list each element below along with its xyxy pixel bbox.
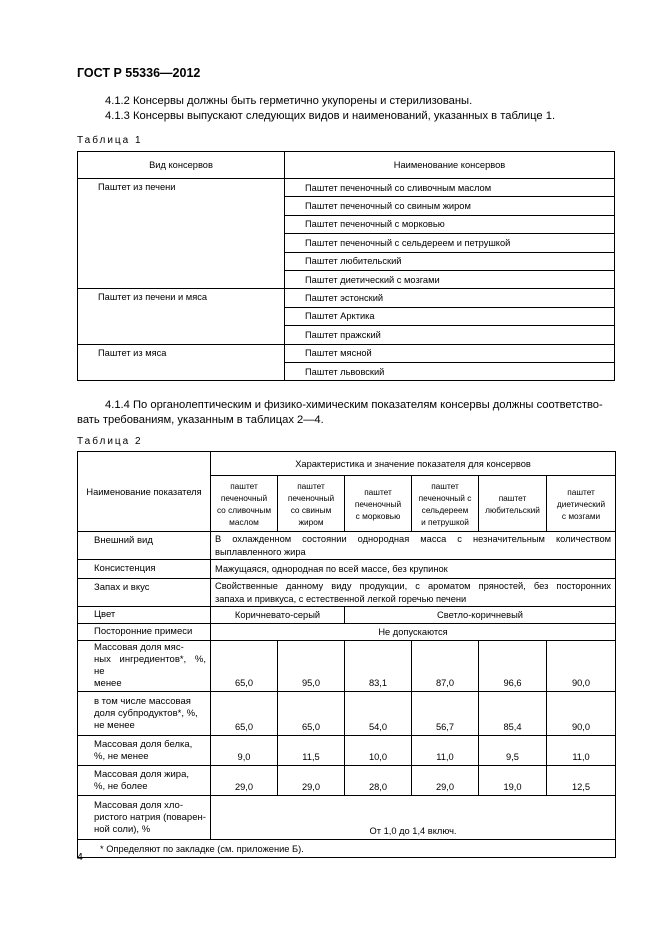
- t2-product-header-line: диетический: [556, 498, 606, 509]
- t2-label-line: не менее: [94, 719, 135, 731]
- t1-name-cell: Паштет любительский: [285, 252, 615, 270]
- t2-fat-value: 29,0: [278, 766, 345, 796]
- t2-product-header-line: паштет: [297, 480, 325, 491]
- t2-product-header: [479, 476, 547, 532]
- t1-name-cell: Паштет Арктика: [285, 307, 615, 325]
- t2-product-header-line: печеночный: [354, 498, 402, 509]
- t2-meat-value: 65,0: [211, 641, 278, 692]
- t2-product-header-line: паштет: [567, 486, 595, 497]
- t2-meat-value: 87,0: [412, 641, 479, 692]
- t2-label-impurities: Посторонние примеси: [78, 624, 211, 641]
- t2-label-line: менее: [94, 678, 122, 689]
- t2-fat-value: 28,0: [345, 766, 412, 796]
- t2-header-indicator: Наименование показателя: [78, 452, 211, 532]
- t2-product-header-line: паштет: [498, 492, 527, 503]
- t2-label-appearance: Внешний вид: [78, 532, 211, 560]
- t2-fat-value: 12,5: [547, 766, 616, 796]
- t2-salt-value: От 1,0 до 1,4 включ.: [211, 796, 616, 840]
- t1-name-cell: Паштет диетический с мозгами: [285, 270, 615, 288]
- t2-value-line: выплавленного жира: [215, 546, 306, 557]
- t1-kind-cell: Паштет из мяса: [78, 344, 285, 381]
- t2-label-smell: Запах и вкус: [78, 579, 211, 607]
- t2-value-smell: [211, 579, 616, 607]
- t2-label-meat: [78, 641, 211, 692]
- t2-value-line: Свойственные данному виду продукции, с ароматом пряностей, без посторонних: [215, 581, 612, 591]
- document-standard-header: ГОСТ Р 55336—2012: [77, 66, 201, 80]
- t2-fat-value: 19,0: [479, 766, 547, 796]
- t1-name-cell: Паштет печеночный с сельдереем и петрушкой: [285, 234, 615, 252]
- t2-label-fat: [78, 766, 211, 796]
- t1-header-kind: Вид консервов: [78, 152, 285, 179]
- table-1: [77, 151, 615, 381]
- t1-header-name: Наименование консервов: [285, 152, 615, 179]
- t2-protein-value: 9,5: [479, 736, 547, 766]
- paragraph-4-1-2: 4.1.2 Консервы должны быть герметично укупорены и стерилизованы.: [105, 95, 473, 107]
- t2-protein-value: 11,5: [278, 736, 345, 766]
- paragraph-4-1-4-line1: 4.1.4 По органолептическим и физико-химическим показателям консервы должны соответство-: [105, 399, 603, 411]
- t1-name-cell: Паштет пражский: [285, 326, 615, 344]
- t2-product-header: [412, 476, 479, 532]
- t2-offal-value: 85,4: [479, 692, 547, 736]
- t2-label-salt: [78, 796, 211, 840]
- t2-value-line: запаха и привкуса, с естественной легкой горечью печени: [215, 593, 467, 604]
- t2-product-header-line: маслом: [229, 516, 259, 527]
- t2-label-line: ристого натрия (поварен-: [94, 811, 206, 823]
- t2-offal-value: 65,0: [211, 692, 278, 736]
- t2-product-header-line: со сливочным: [216, 504, 272, 515]
- t2-label-line: ной соли), %: [94, 823, 151, 835]
- t2-label-line: %, не более: [94, 780, 148, 792]
- t2-product-header-line: и петрушкой: [421, 516, 469, 527]
- t2-meat-value: 95,0: [278, 641, 345, 692]
- t1-name-cell: Паштет печеночный со сливочным маслом: [285, 179, 615, 197]
- t2-header-group: Характеристика и значение показателя для консервов: [211, 452, 616, 476]
- t2-label-color: Цвет: [78, 607, 211, 624]
- t2-label-line: %, не менее: [94, 750, 149, 762]
- t2-fat-value: 29,0: [412, 766, 479, 796]
- t2-protein-value: 11,0: [412, 736, 479, 766]
- t1-kind-cell: Паштет из печени: [78, 179, 285, 289]
- page-number: 4: [77, 851, 83, 863]
- t2-value-consistency: Мажущаяся, однородная по всей массе, без крупинок: [211, 560, 616, 579]
- t2-product-header: [547, 476, 616, 532]
- t2-label-line: Массовая доля жира,: [94, 768, 190, 780]
- t1-name-cell: Паштет мясной: [285, 344, 615, 362]
- t2-product-header-line: любительский: [485, 504, 540, 515]
- t2-product-header-line: печеночный: [220, 492, 268, 503]
- t2-product-header-line: жиром: [298, 516, 324, 527]
- t2-product-header-line: паштет: [364, 486, 392, 497]
- t2-product-header: [345, 476, 412, 532]
- t2-product-header-line: с мозгами: [561, 510, 601, 521]
- t2-label-line: Массовая доля белка,: [94, 738, 193, 750]
- t2-value-line: В охлажденном состоянии однородная масса с незначительным количеством: [215, 534, 612, 544]
- paragraph-4-1-4-line2: вать требованиям, указанным в таблицах 2—4.: [77, 414, 324, 426]
- t2-product-header-line: сельдереем: [421, 504, 469, 515]
- t2-label-line: доля субпродуктов*, %,: [94, 707, 198, 719]
- t2-product-header-line: с морковью: [355, 510, 401, 521]
- t2-value-appearance: [211, 532, 616, 560]
- t1-name-cell: Паштет печеночный с морковью: [285, 215, 615, 233]
- t2-meat-value: 96,6: [479, 641, 547, 692]
- t2-label-offal: [78, 692, 211, 736]
- table1-caption: Таблица 1: [77, 135, 143, 146]
- t2-product-header-line: печеночный: [287, 492, 335, 503]
- t2-footnote: * Определяют по закладке (см. приложение Б).: [78, 840, 616, 858]
- t2-offal-value: 54,0: [345, 692, 412, 736]
- t2-product-header: [211, 476, 278, 532]
- t1-name-cell: Паштет львовский: [285, 362, 615, 380]
- t2-value-color-b: Светло-коричневый: [345, 607, 616, 624]
- t2-label-line: Массовая доля хло-: [94, 799, 183, 811]
- t2-product-header-line: паштет: [431, 480, 459, 491]
- t2-product-header-line: со свиным: [290, 504, 332, 515]
- t1-name-cell: Паштет печеночный со свиным жиром: [285, 197, 615, 215]
- t2-fat-value: 29,0: [211, 766, 278, 796]
- t2-protein-value: 11,0: [547, 736, 616, 766]
- t2-protein-value: 9,0: [211, 736, 278, 766]
- t2-offal-value: 65,0: [278, 692, 345, 736]
- t2-label-line: ных ингредиентов*, %, не: [94, 654, 206, 677]
- t2-product-header-line: паштет: [230, 480, 258, 491]
- t2-offal-value: 56,7: [412, 692, 479, 736]
- t2-meat-value: 90,0: [547, 641, 616, 692]
- table2-caption: Таблица 2: [77, 436, 143, 447]
- t2-value-impurities: Не допускаются: [211, 624, 616, 641]
- t2-meat-value: 83,1: [345, 641, 412, 692]
- t2-label-consistency: Консистенция: [78, 560, 211, 579]
- t1-name-cell: Паштет эстонский: [285, 289, 615, 307]
- t2-value-color-a: Коричневато-серый: [211, 607, 345, 624]
- t2-offal-value: 90,0: [547, 692, 616, 736]
- t2-label-line: Массовая доля мяс-: [94, 642, 184, 653]
- t2-label-protein: [78, 736, 211, 766]
- t1-kind-cell: Паштет из печени и мяса: [78, 289, 285, 344]
- table-2: [77, 451, 616, 858]
- paragraph-4-1-3: 4.1.3 Консервы выпускают следующих видов и наименований, указанных в таблице 1.: [105, 110, 556, 122]
- t2-product-header-line: печеночный с: [418, 492, 472, 503]
- t2-product-header: [278, 476, 345, 532]
- t2-label-line: в том числе массовая: [94, 695, 191, 707]
- t2-protein-value: 10,0: [345, 736, 412, 766]
